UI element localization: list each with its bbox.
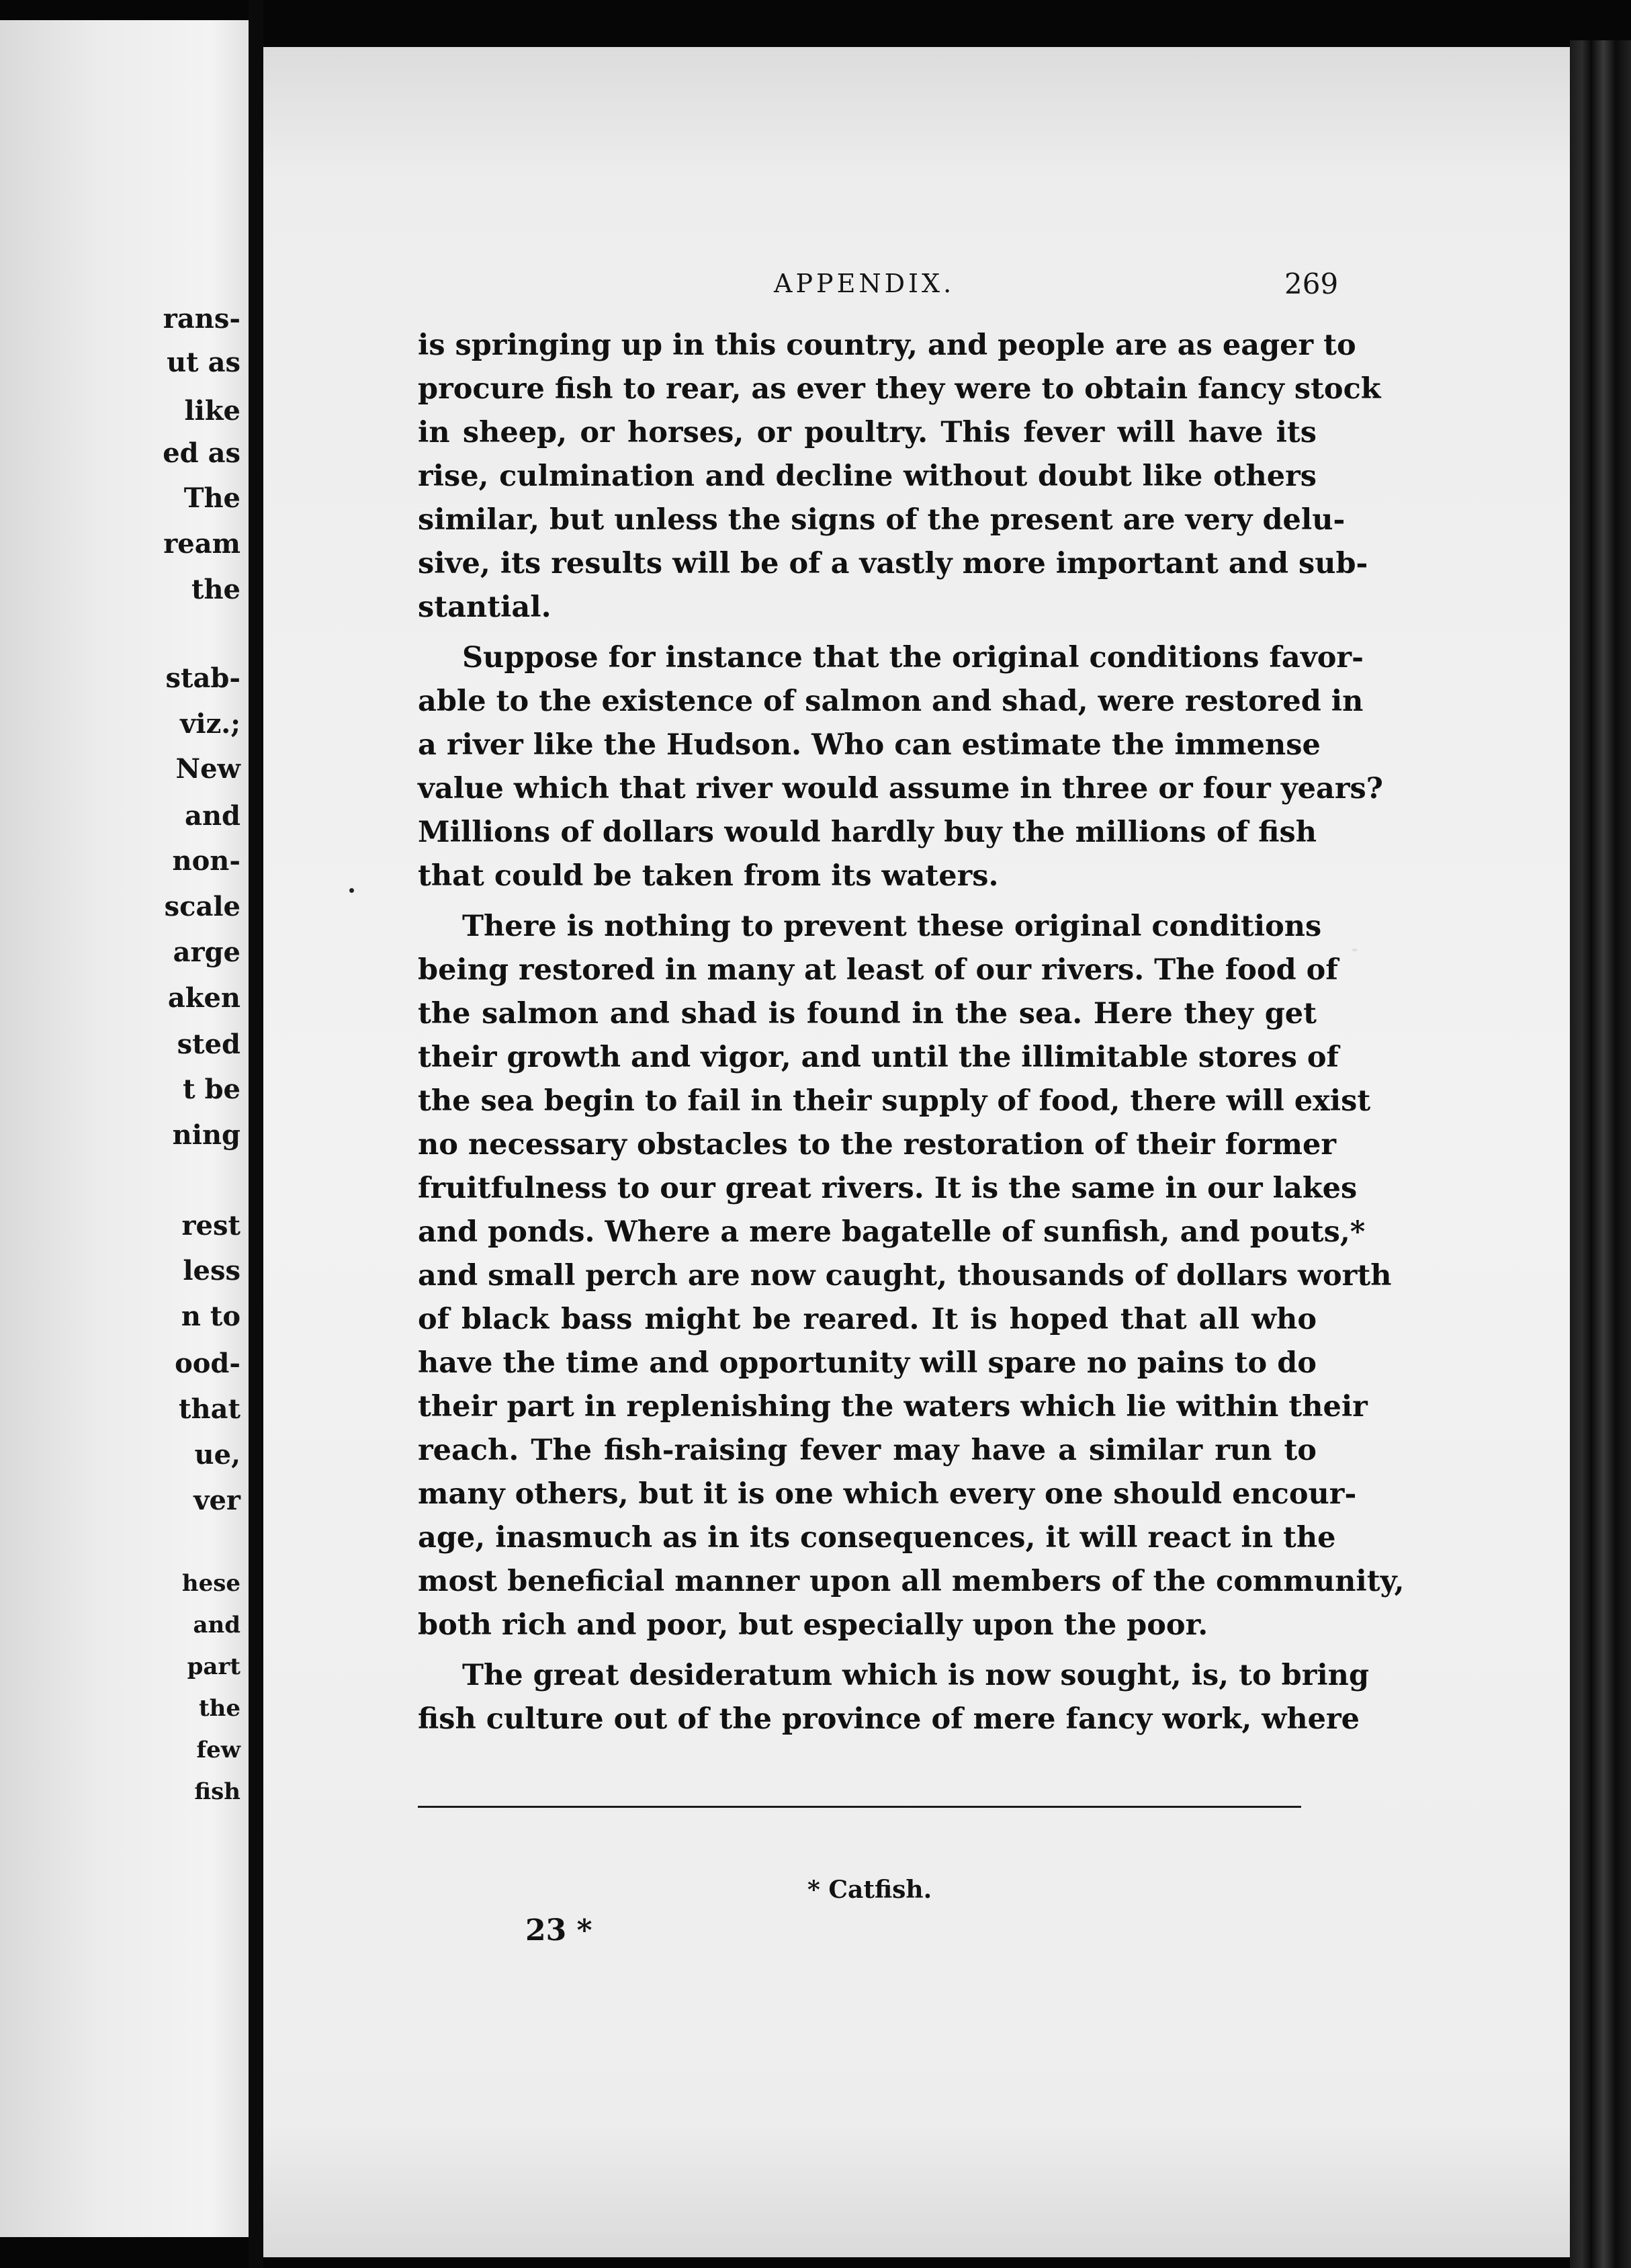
left-page-line: part bbox=[187, 1653, 240, 1680]
page-number: 269 bbox=[1284, 267, 1339, 300]
ink-speck bbox=[1352, 949, 1358, 951]
text-line: that could be taken from its waters. bbox=[418, 859, 999, 893]
left-page-line: t be bbox=[183, 1074, 240, 1105]
text-line: the sea begin to fail in their supply of food, there will exist bbox=[418, 1084, 1371, 1118]
left-page-line: the bbox=[198, 1695, 240, 1722]
left-page-line: and bbox=[185, 800, 240, 832]
left-page-line: scale bbox=[164, 891, 240, 922]
paragraph bbox=[418, 905, 1405, 1647]
left-page-line: The bbox=[183, 482, 240, 514]
running-head: APPENDIX. bbox=[774, 269, 955, 298]
left-page-line: the bbox=[191, 574, 240, 605]
book-page bbox=[263, 47, 1570, 2257]
left-page-line: ver bbox=[193, 1485, 240, 1516]
paragraph bbox=[418, 1654, 1370, 1741]
text-line: There is nothing to prevent these original conditions bbox=[462, 910, 1322, 943]
ink-speck bbox=[349, 888, 354, 893]
text-line: Suppose for instance that the original conditions favor- bbox=[462, 641, 1364, 674]
left-page-line: less bbox=[183, 1255, 240, 1286]
paragraph bbox=[418, 324, 1381, 629]
text-line: in sheep, or horses, or poultry. This fever will have its bbox=[418, 416, 1317, 449]
text-line: their part in replenishing the waters which lie within their bbox=[418, 1390, 1368, 1424]
text-line: value which that river would assume in three or four years? bbox=[418, 772, 1383, 805]
text-line: and small perch are now caught, thousands of dollars worth bbox=[418, 1259, 1392, 1293]
paragraph bbox=[418, 636, 1383, 898]
text-line: procure fish to rear, as ever they were to obtain fancy stock bbox=[418, 372, 1381, 406]
footnote: * Catfish. bbox=[807, 1876, 932, 1904]
text-line: fish culture out of the province of mere fancy work, where bbox=[418, 1702, 1360, 1736]
text-line: stantial. bbox=[418, 591, 552, 624]
left-page-line: ut as bbox=[167, 347, 240, 378]
left-page-line: aken bbox=[167, 982, 240, 1014]
text-line: being restored in many at least of our rivers. The food of bbox=[418, 953, 1338, 987]
left-page-line: ue, bbox=[194, 1439, 240, 1471]
text-line: Millions of dollars would hardly buy the millions of fish bbox=[418, 816, 1317, 849]
text-line: have the time and opportunity will spare no pains to do bbox=[418, 1346, 1317, 1380]
text-line: reach. The fish-raising fever may have a similar run to bbox=[418, 1434, 1317, 1467]
left-page-line: like bbox=[184, 395, 240, 427]
left-page-line: fish bbox=[194, 1778, 240, 1805]
text-line: able to the existence of salmon and shad, were restored in bbox=[418, 685, 1364, 718]
text-line: many others, but it is one which every one should encour- bbox=[418, 1477, 1357, 1511]
left-page-line: viz.; bbox=[180, 708, 240, 740]
left-page-line: ood- bbox=[175, 1348, 240, 1379]
left-page-line: non- bbox=[172, 845, 240, 877]
text-line: and ponds. Where a mere bagatelle of sunfish, and pouts,* bbox=[418, 1215, 1366, 1249]
text-line: the salmon and shad is found in the sea. Here they get bbox=[418, 997, 1317, 1031]
text-line: sive, its results will be of a vastly more important and sub- bbox=[418, 547, 1368, 580]
left-page-line: rans- bbox=[163, 303, 240, 335]
text-line: their growth and vigor, and until the illimitable stores of bbox=[418, 1041, 1339, 1074]
left-page-line: stab- bbox=[165, 662, 240, 694]
text-line: age, inasmuch as in its consequences, it will react in the bbox=[418, 1521, 1336, 1555]
left-page-line: ed as bbox=[163, 437, 240, 469]
left-page-line: rest bbox=[181, 1210, 240, 1241]
text-line: rise, culmination and decline without doubt like others bbox=[418, 460, 1317, 493]
page-edge-shadow bbox=[1570, 40, 1631, 2268]
left-page-line: New bbox=[175, 753, 240, 785]
left-page-line: hese bbox=[181, 1570, 240, 1597]
text-line: fruitfulness to our great rivers. It is the same in our lakes bbox=[418, 1172, 1358, 1205]
left-page-line: sted bbox=[177, 1029, 240, 1060]
page-body-text bbox=[418, 324, 1405, 1741]
text-line: of black bass might be reared. It is hoped that all who bbox=[418, 1303, 1317, 1336]
left-page-line: few bbox=[196, 1737, 240, 1763]
text-line: The great desideratum which is now sought, is, to bring bbox=[462, 1659, 1370, 1692]
text-line: is springing up in this country, and people are as eager to bbox=[418, 329, 1356, 362]
left-page-line: n to bbox=[181, 1301, 240, 1332]
book-gutter bbox=[249, 0, 263, 2268]
text-line: no necessary obstacles to the restoration of their former bbox=[418, 1128, 1336, 1162]
text-line: most beneficial manner upon all members of the community, bbox=[418, 1565, 1405, 1598]
left-page-line: arge bbox=[173, 936, 240, 968]
left-page-line: ning bbox=[172, 1119, 240, 1151]
left-page-fragment bbox=[0, 20, 249, 2237]
footnote-rule bbox=[418, 1806, 1301, 1808]
left-page-line: ream bbox=[163, 528, 240, 560]
left-page-line: that bbox=[179, 1393, 240, 1425]
left-page-line: and bbox=[193, 1612, 240, 1639]
text-line: both rich and poor, but especially upon the poor. bbox=[418, 1608, 1208, 1642]
text-line: a river like the Hudson. Who can estimate the immense bbox=[418, 728, 1321, 762]
signature-mark: 23 * bbox=[525, 1913, 592, 1948]
text-line: similar, but unless the signs of the present are very delu- bbox=[418, 503, 1346, 537]
